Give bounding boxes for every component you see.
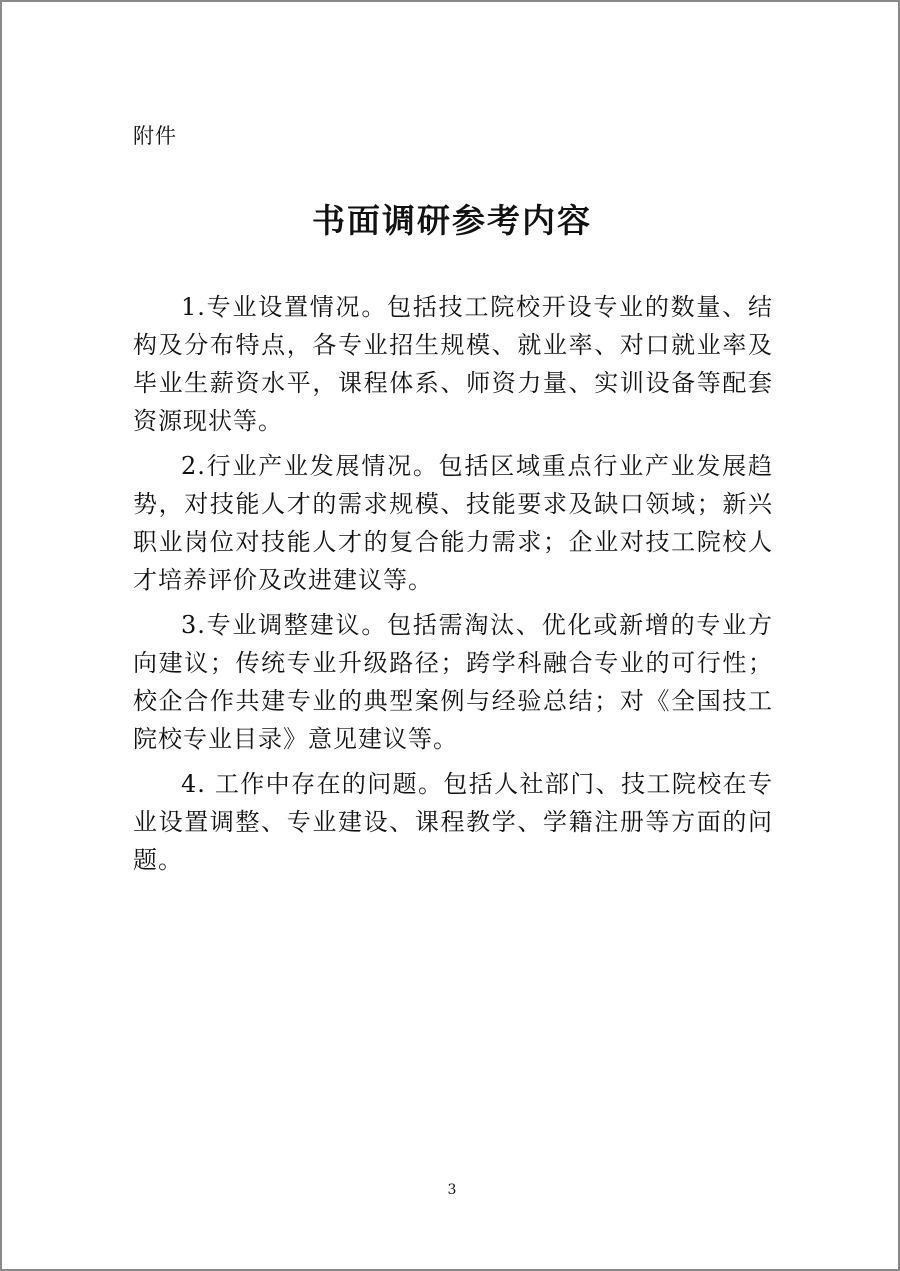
paragraph-4: 4. 工作中存在的问题。包括人社部门、技工院校在专业设置调整、专业建设、课程教学、学籍注册等方面的问题。 — [133, 770, 773, 874]
page-number: 3 — [447, 1182, 457, 1198]
paragraph-2: 2.行业产业发展情况。包括区域重点行业产业发展趋势，对技能人才的需求规模、技能要求及缺口领域；新兴职业岗位对技能人才的复合能力需求；企业对技工院校人才培养评价及改进建议等。 — [133, 452, 773, 594]
attachment-label: 附件 — [133, 124, 177, 148]
document-title: 书面调研参考内容 — [312, 201, 592, 240]
document-body — [133, 288, 773, 886]
paragraph-1: 1.专业设置情况。包括技工院校开设专业的数量、结构及分布特点，各专业招生规模、就业率、对口就业率及毕业生薪资水平，课程体系、师资力量、实训设备等配套资源现状等。 — [133, 293, 773, 435]
paragraph-3: 3.专业调整建议。包括需淘汰、优化或新增的专业方向建议；传统专业升级路径；跨学科融合专业的可行性；校企合作共建专业的典型案例与经验总结；对《全国技工院校专业目录》意见建议等。 — [133, 611, 773, 753]
